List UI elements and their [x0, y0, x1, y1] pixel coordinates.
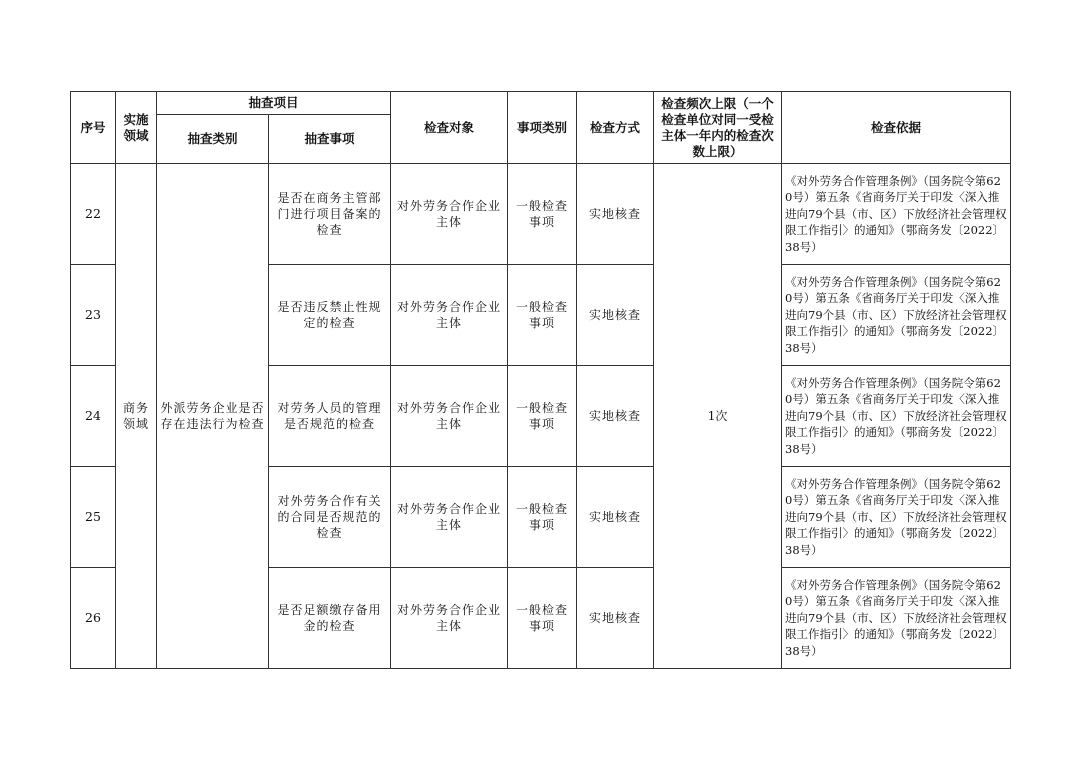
row-matter: 对外劳务合作有关的合同是否规范的检查	[269, 467, 391, 568]
header-basis: 检查依据	[782, 92, 1011, 164]
table-row	[71, 164, 1011, 265]
row-type: 一般检查事项	[508, 164, 577, 265]
row-seq: 25	[71, 467, 116, 568]
header-field: 实施领域	[116, 92, 157, 164]
header-type: 事项类别	[508, 92, 577, 164]
row-basis: 《对外劳务合作管理条例》（国务院令第620号）第五条《省商务厅关于印发〈深入推进向79个县（市、区）下放经济社会管理权限工作指引〉的通知》（鄂商务发〔2022〕38号）	[782, 366, 1011, 467]
row-method: 实地核查	[577, 164, 654, 265]
row-matter: 是否在商务主管部门进行项目备案的检查	[269, 164, 391, 265]
freq-cell: 1次	[654, 164, 782, 669]
header-object: 检查对象	[391, 92, 508, 164]
row-basis: 《对外劳务合作管理条例》（国务院令第620号）第五条《省商务厅关于印发〈深入推进向79个县（市、区）下放经济社会管理权限工作指引〉的通知》（鄂商务发〔2022〕38号）	[782, 568, 1011, 669]
header-matter: 抽查事项	[269, 115, 391, 164]
row-type: 一般检查事项	[508, 265, 577, 366]
row-basis: 《对外劳务合作管理条例》（国务院令第620号）第五条《省商务厅关于印发〈深入推进向79个县（市、区）下放经济社会管理权限工作指引〉的通知》（鄂商务发〔2022〕38号）	[782, 467, 1011, 568]
row-method: 实地核查	[577, 366, 654, 467]
row-seq: 22	[71, 164, 116, 265]
row-object: 对外劳务合作企业主体	[391, 265, 508, 366]
inspection-table	[70, 91, 1011, 669]
row-matter: 对劳务人员的管理是否规范的检查	[269, 366, 391, 467]
row-object: 对外劳务合作企业主体	[391, 366, 508, 467]
category-cell: 外派劳务企业是否存在违法行为检查	[157, 164, 269, 669]
header-items-group: 抽查项目	[157, 92, 391, 115]
row-method: 实地核查	[577, 467, 654, 568]
header-method: 检查方式	[577, 92, 654, 164]
row-type: 一般检查事项	[508, 568, 577, 669]
header-category: 抽查类别	[157, 115, 269, 164]
row-seq: 24	[71, 366, 116, 467]
row-basis: 《对外劳务合作管理条例》（国务院令第620号）第五条《省商务厅关于印发〈深入推进向79个县（市、区）下放经济社会管理权限工作指引〉的通知》（鄂商务发〔2022〕38号）	[782, 164, 1011, 265]
row-seq: 26	[71, 568, 116, 669]
row-method: 实地核查	[577, 265, 654, 366]
row-matter: 是否足额缴存备用金的检查	[269, 568, 391, 669]
field-cell: 商务领域	[116, 164, 157, 669]
header-seq: 序号	[71, 92, 116, 164]
row-object: 对外劳务合作企业主体	[391, 467, 508, 568]
row-type: 一般检查事项	[508, 366, 577, 467]
row-method: 实地核查	[577, 568, 654, 669]
row-object: 对外劳务合作企业主体	[391, 568, 508, 669]
row-basis: 《对外劳务合作管理条例》（国务院令第620号）第五条《省商务厅关于印发〈深入推进向79个县（市、区）下放经济社会管理权限工作指引〉的通知》（鄂商务发〔2022〕38号）	[782, 265, 1011, 366]
row-matter: 是否违反禁止性规定的检查	[269, 265, 391, 366]
row-type: 一般检查事项	[508, 467, 577, 568]
row-seq: 23	[71, 265, 116, 366]
header-freq: 检查频次上限（一个检查单位对同一受检主体一年内的检查次数上限）	[654, 92, 782, 164]
row-object: 对外劳务合作企业主体	[391, 164, 508, 265]
